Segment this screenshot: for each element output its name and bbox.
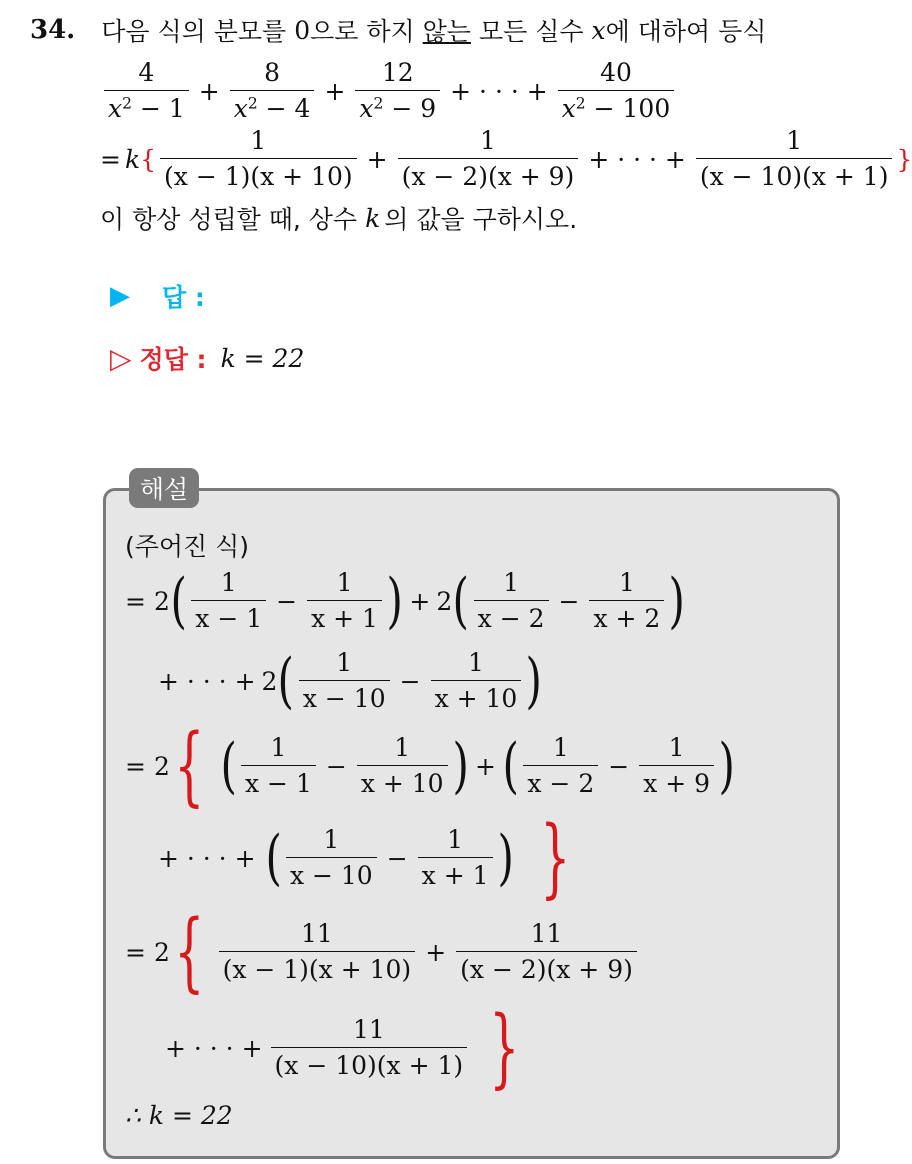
coefficient: 2 (153, 751, 170, 781)
stem-text-a: 다음 식의 분모를 (101, 17, 287, 46)
stem-zero: 0 (294, 15, 311, 45)
stem-x: x (591, 15, 606, 45)
answer-row (110, 278, 205, 314)
stem-underlined: 않는 (422, 17, 471, 46)
tail-k: k (365, 203, 381, 233)
fraction: $\frac{1}{x - 2}$ (523, 733, 598, 799)
ellipsis: + · · · + (158, 666, 256, 696)
plus-sign: + (475, 751, 496, 781)
equals-sign: = (125, 586, 146, 616)
red-open-brace: { (140, 144, 157, 174)
lhs-fraction: $\frac{12}{x^2 - 9}$ (355, 58, 440, 124)
red-close-brace: } (896, 144, 912, 174)
minus-sign: − (386, 843, 408, 873)
solution-line-4 (158, 808, 575, 908)
right-paren: ) (525, 646, 543, 716)
right-paren: ) (668, 566, 686, 636)
solution-tag: 해설 (129, 468, 199, 508)
correct-answer-value: k = 22 (220, 343, 305, 373)
solution-line-1 (125, 568, 686, 634)
question-number: 34. (30, 15, 76, 45)
therefore-result: ∴ k = 22 (125, 1100, 233, 1130)
play-arrow-icon: ▶ (110, 281, 130, 311)
correct-answer-row (110, 340, 304, 376)
fraction: $\frac{1}{x - 10}$ (299, 648, 390, 714)
solution-conclusion (125, 1098, 233, 1132)
ellipsis: + · · · + (158, 843, 256, 873)
tail-text-a: 이 항상 성립할 때, 상수 (100, 205, 358, 234)
plus-sign: + (366, 144, 388, 174)
fraction: $\frac{1}{x + 1}$ (418, 825, 493, 891)
question-stem (30, 12, 766, 48)
right-paren: ) (718, 731, 735, 801)
left-paren: ( (452, 566, 470, 636)
fraction: $\frac{11}{(x - 10)(x + 1)}$ (271, 1015, 468, 1081)
ellipsis: + · · · + (450, 76, 548, 106)
fraction: $\frac{11}{(x - 1)(x + 10)}$ (219, 919, 416, 985)
stem-text-d: 에 대하여 등식 (605, 17, 767, 46)
fraction: $\frac{1}{x - 1}$ (241, 733, 316, 799)
equation-rhs (100, 126, 912, 192)
equals-sign: = (125, 937, 146, 967)
minus-sign: − (399, 666, 421, 696)
coefficient: 2 (153, 937, 170, 967)
solution-line-0 (125, 528, 249, 562)
right-paren: ) (497, 823, 514, 893)
left-paren: ( (277, 646, 295, 716)
left-paren: ( (502, 731, 519, 801)
left-paren: ( (170, 566, 187, 636)
rhs-fraction: $\frac{1}{(x - 2)(x + 9)}$ (398, 126, 579, 192)
lhs-fraction: $\frac{8}{x^2 - 4}$ (230, 58, 315, 124)
fraction: $\frac{1}{x - 10}$ (286, 825, 377, 891)
minus-sign: − (325, 751, 347, 781)
red-open-brace: { (174, 902, 205, 1002)
stem-text-c: 모든 실수 (478, 17, 584, 46)
answer-label: 답 : (162, 283, 205, 312)
equals-sign: = (125, 751, 146, 781)
ellipsis: + · · · + (588, 144, 686, 174)
fraction: $\frac{1}{x + 1}$ (307, 568, 382, 634)
red-close-brace: } (489, 998, 520, 1098)
fraction: $\frac{11}{(x - 2)(x + 9)}$ (456, 919, 637, 985)
red-open-brace: { (174, 716, 205, 816)
plus-sign: + (425, 937, 447, 967)
coefficient: 2 (153, 586, 170, 616)
fraction: $\frac{1}{x - 1}$ (191, 568, 266, 634)
fraction: $\frac{1}{x + 10}$ (357, 733, 448, 799)
fraction: $\frac{1}{x + 2}$ (589, 568, 664, 634)
fraction: $\frac{1}{x + 10}$ (431, 648, 522, 714)
right-paren: ) (452, 731, 469, 801)
fraction: $\frac{1}{x + 9}$ (639, 733, 714, 799)
equals-sign: = (100, 144, 121, 174)
minus-sign: − (558, 586, 580, 616)
equation-lhs (100, 58, 678, 124)
minus-sign: − (608, 751, 630, 781)
solution-line-3 (125, 716, 735, 816)
coefficient: 2 (261, 666, 278, 696)
left-paren: ( (220, 731, 237, 801)
plus-sign: + (409, 586, 431, 616)
left-paren: ( (265, 823, 282, 893)
fraction: $\frac{1}{x - 2}$ (474, 568, 549, 634)
given-expression-label: (주어진 식) (125, 532, 250, 561)
question-tail (100, 200, 577, 236)
plus-sign: + (198, 76, 220, 106)
solution-line-5 (125, 902, 641, 1002)
stem-text-b: 으로 하지 (310, 17, 415, 46)
rhs-fraction: $\frac{1}{(x - 10)(x + 1)}$ (696, 126, 893, 192)
right-paren: ) (386, 566, 403, 636)
tail-text-b: 의 값을 구하시오. (384, 205, 578, 234)
plus-sign: + (324, 76, 346, 106)
ellipsis: + · · · + (165, 1033, 263, 1063)
red-close-brace: } (540, 808, 571, 908)
solution-line-6 (165, 998, 524, 1098)
rhs-fraction: $\frac{1}{(x - 1)(x + 10)}$ (160, 126, 357, 192)
minus-sign: − (276, 586, 298, 616)
lhs-fraction: $\frac{4}{x^2 - 1}$ (104, 58, 189, 124)
lhs-fraction: $\frac{40}{x^2 - 100}$ (558, 58, 675, 124)
solution-line-2 (158, 648, 543, 714)
constant-k: k (124, 144, 141, 174)
coefficient: 2 (436, 586, 453, 616)
correct-answer-label: 정답 : (139, 345, 207, 374)
hollow-arrow-icon: ▷ (110, 341, 132, 375)
